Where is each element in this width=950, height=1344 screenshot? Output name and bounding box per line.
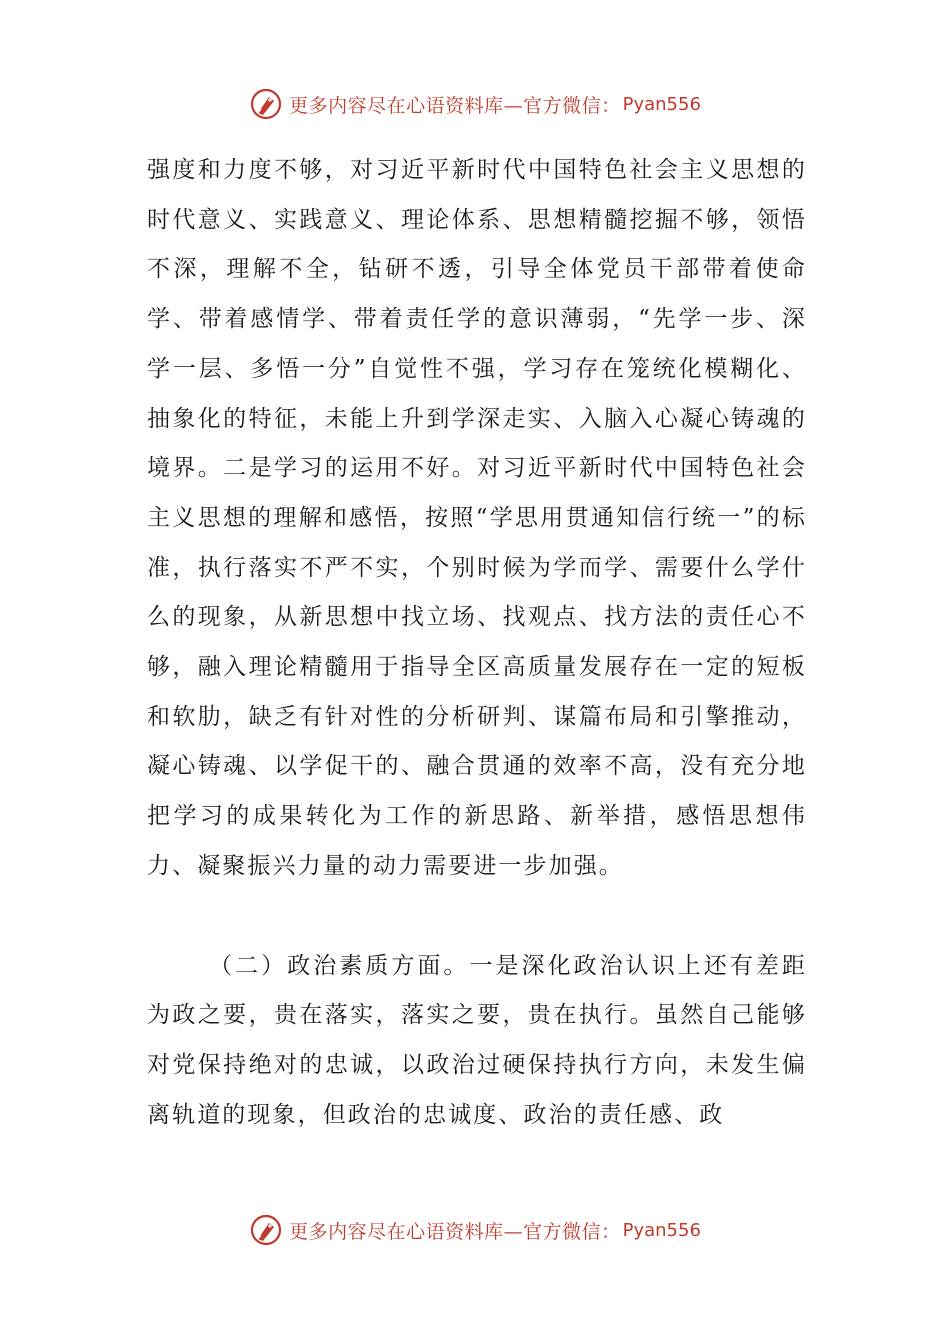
pen-nib-icon [249, 87, 283, 121]
header-watermark-banner [0, 84, 950, 124]
body-paragraph: 强度和力度不够，对习近平新时代中国特色社会主义思想的时代意义、实践意义、理论体系、思想精髓挖掘不够，领悟不深，理解不全，钻研不透，引导全体党员干部带着使命学、带着感情学、带着责任学的意识薄弱，“先学一步、深学一层、多悟一分”自觉性不强，学习存在笼统化模糊化、抽象化的特征，未能上升到学深走实、入脑入心凝心铸魂的境界。二是学习的运用不好。对习近平新时代中国特色社会主义思想的理解和感悟，按照“学思用贯通知信行统一”的标准，执行落实不严不实，个别时候为学而学、需要什么学什么的现象，从新思想中找立场、找观点、找方法的责任心不够，融入理论精髓用于指导全区高质量发展存在一定的短板和软肋，缺乏有针对性的分析研判、谋篇布局和引擎推动，凝心铸魂、以学促干的、融合贯通的效率不高，没有充分地把学习的成果转化为工作的新思路、新举措，感悟思想伟力、凝聚振兴力量的动力需要进一步加强。 [147, 157, 807, 879]
banner-site-text: 更多内容尽在心语资料库—官方微信： [289, 94, 621, 117]
body-paragraph: （二）政治素质方面。一是深化政治认识上还有差距为政之要，贵在落实，落实之要，贵在执行。虽然自己能够对党保持绝对的忠诚，以政治过硬保持执行方向，未发生偏离轨道的现象，但政治的忠诚度、政治的责任感、政 [147, 952, 807, 1128]
banner-wechat-id: Pyan556 [622, 1219, 701, 1241]
pen-nib-icon [249, 1213, 283, 1247]
document-body [147, 146, 807, 1140]
footer-watermark-banner [0, 1210, 950, 1250]
banner-wechat-id: Pyan556 [622, 93, 701, 115]
banner-site-text: 更多内容尽在心语资料库—官方微信： [289, 1220, 621, 1243]
